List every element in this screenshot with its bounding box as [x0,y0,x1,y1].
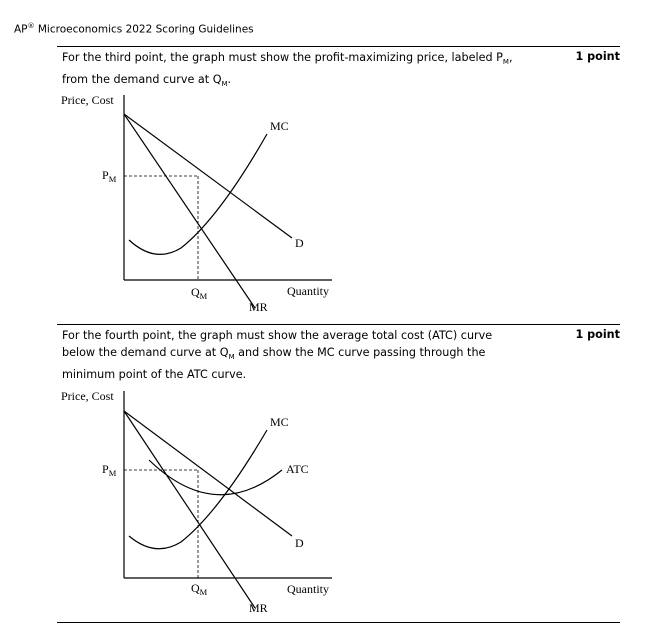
section-divider [57,324,620,325]
y-axis-label: Price, Cost [61,389,114,403]
atc-label: ATC [286,462,309,476]
x-axis-label: Quantity [287,582,329,596]
qm-label: $Q_M$ [191,285,208,301]
demand-curve [124,411,292,536]
qm-label: $Q_M$ [191,581,208,597]
point-value: 1 point [575,50,620,63]
mr-label: MR [249,601,268,615]
marginal-revenue-curve [124,114,255,308]
section-divider [57,622,620,623]
header-prefix: AP [14,23,28,36]
average-total-cost-curve [149,460,282,495]
criterion-text: For the fourth point, the graph must show the average total cost (ATC) curve below the demand curve at $Q_M$ and show the MC curve passing through the minimum point of the ATC curve. [62,329,493,382]
x-axis-label: Quantity [287,284,329,298]
point-value: 1 point [575,328,620,341]
section-divider [57,46,620,47]
page-header [14,22,254,36]
y-axis-label: Price, Cost [61,93,114,107]
monopoly-atc-graph [57,384,347,620]
monopoly-graph [57,88,347,318]
pm-label: $P_M$ [102,168,117,184]
mc-label: MC [270,119,289,133]
demand-label: D [295,536,304,550]
mr-label: MR [249,300,268,314]
criterion-text: For the third point, the graph must show the profit-maximizing price, labeled $P_M$, from the demand curve at $Q_M$. [62,51,513,89]
registered-mark: ® [27,22,35,30]
mc-label: MC [270,415,289,429]
header-title: Microeconomics 2022 Scoring Guidelines [34,23,254,36]
demand-label: D [295,236,304,250]
pm-label: $P_M$ [102,462,117,478]
